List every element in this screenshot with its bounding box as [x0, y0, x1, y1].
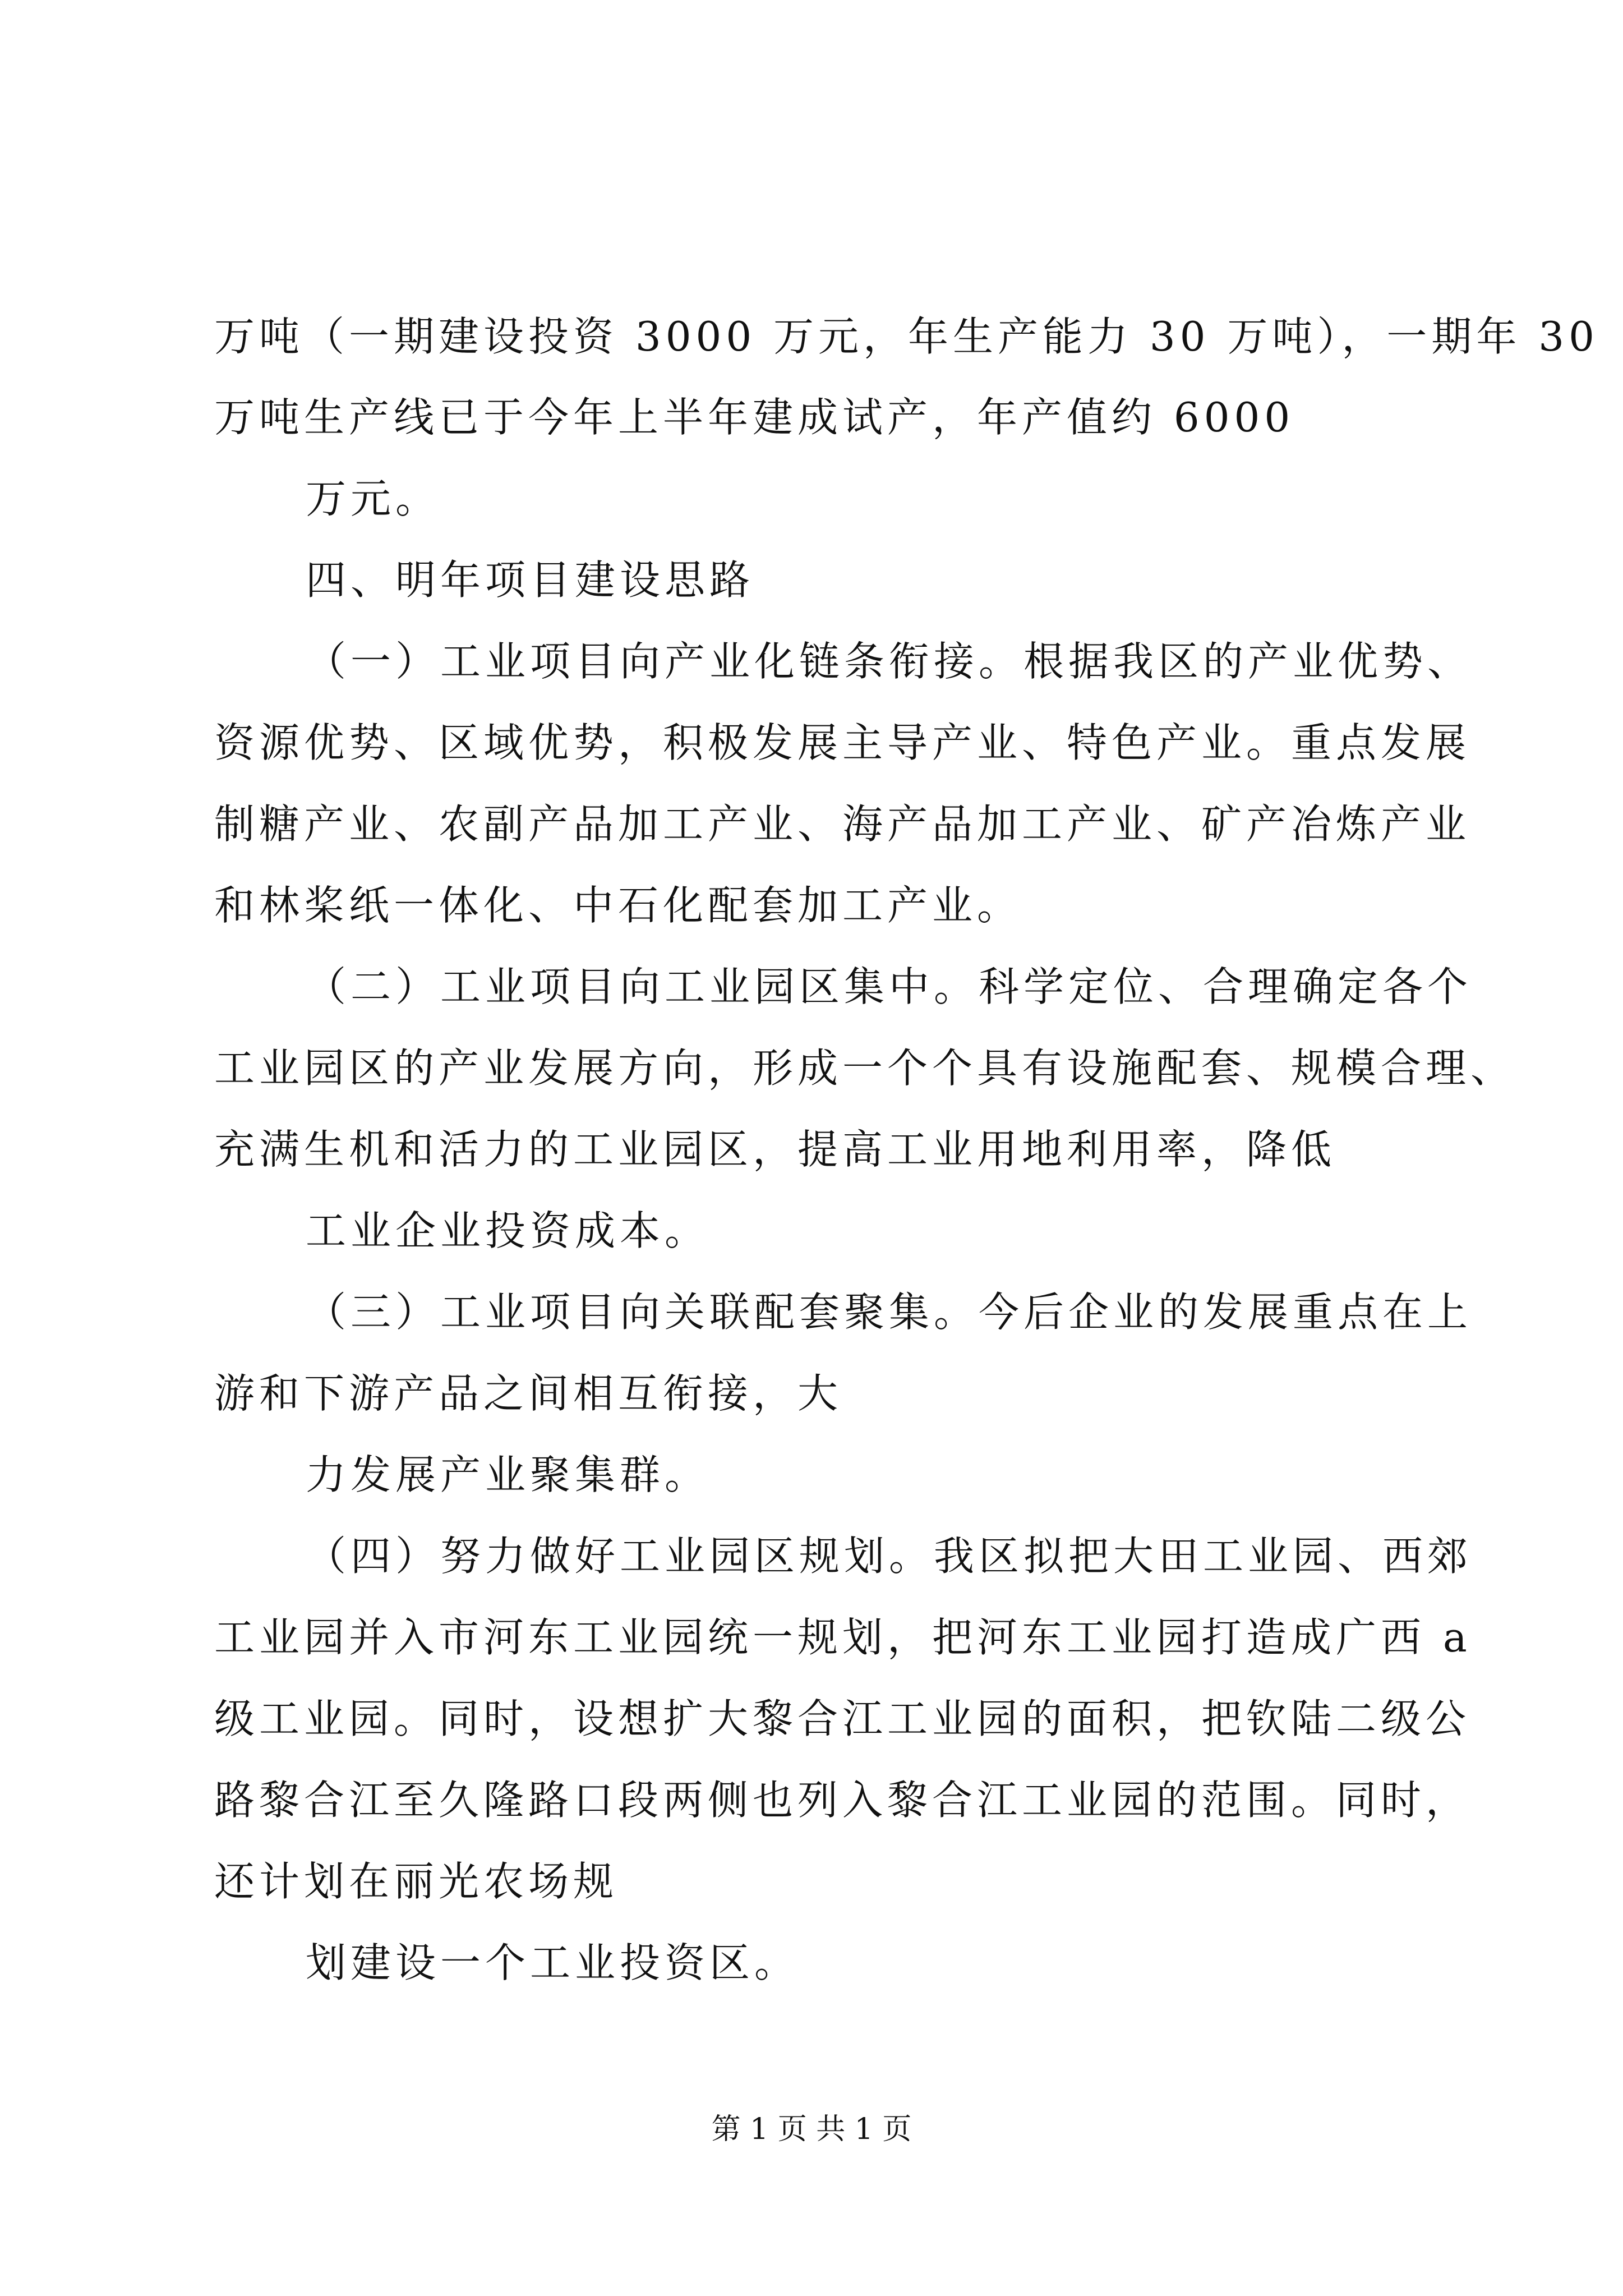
text-line: 级工业园。同时，设想扩大黎合江工业园的面积，把钦陆二级公 [214, 1695, 1471, 1742]
text-line: 万吨（一期建设投资 3000 万元，年生产能力 30 万吨），一期年 30 [214, 313, 1599, 360]
text-line: （三）工业项目向关联配套聚集。今后企业的发展重点在上 [306, 1289, 1473, 1336]
text-line: 工业企业投资成本。 [306, 1207, 710, 1254]
text-line: 工业园区的产业发展方向，形成一个个具有设施配套、规模合理、 [214, 1045, 1516, 1092]
text-line: （一）工业项目向产业化链条衔接。根据我区的产业优势、 [306, 638, 1473, 685]
text-line: 游和下游产品之间相互衔接，大 [214, 1370, 843, 1417]
text-line: （二）工业项目向工业园区集中。科学定位、合理确定各个 [306, 963, 1473, 1010]
text-line: 工业园并入市河东工业园统一规划，把河东工业园打造成广西 a [214, 1614, 1472, 1661]
text-line: 万元。 [306, 475, 441, 522]
text-line: 资源优势、区域优势，积极发展主导产业、特色产业。重点发展 [214, 719, 1471, 766]
text-line: 还计划在丽光农场规 [214, 1858, 619, 1905]
text-line: 划建设一个工业投资区。 [306, 1939, 800, 1986]
text-line: （四）努力做好工业园区规划。我区拟把大田工业园、西郊 [306, 1533, 1473, 1580]
text-line: 制糖产业、农副产品加工产业、海产品加工产业、矿产冶炼产业 [214, 800, 1471, 848]
text-line: 力发展产业聚集群。 [306, 1451, 710, 1498]
text-line: 和林桨纸一体化、中石化配套加工产业。 [214, 882, 1022, 929]
text-line: 充满生机和活力的工业园区，提高工业用地利用率，降低 [214, 1126, 1336, 1173]
section-heading: 四、明年项目建设思路 [306, 556, 755, 604]
text-line: 万吨生产线已于今年上半年建成试产，年产值约 6000 [214, 394, 1295, 441]
text-line: 路黎合江至久隆路口段两侧也列入黎合江工业园的范围。同时， [214, 1777, 1471, 1824]
page-number-footer: 第 1 页 共 1 页 [711, 2113, 912, 2146]
